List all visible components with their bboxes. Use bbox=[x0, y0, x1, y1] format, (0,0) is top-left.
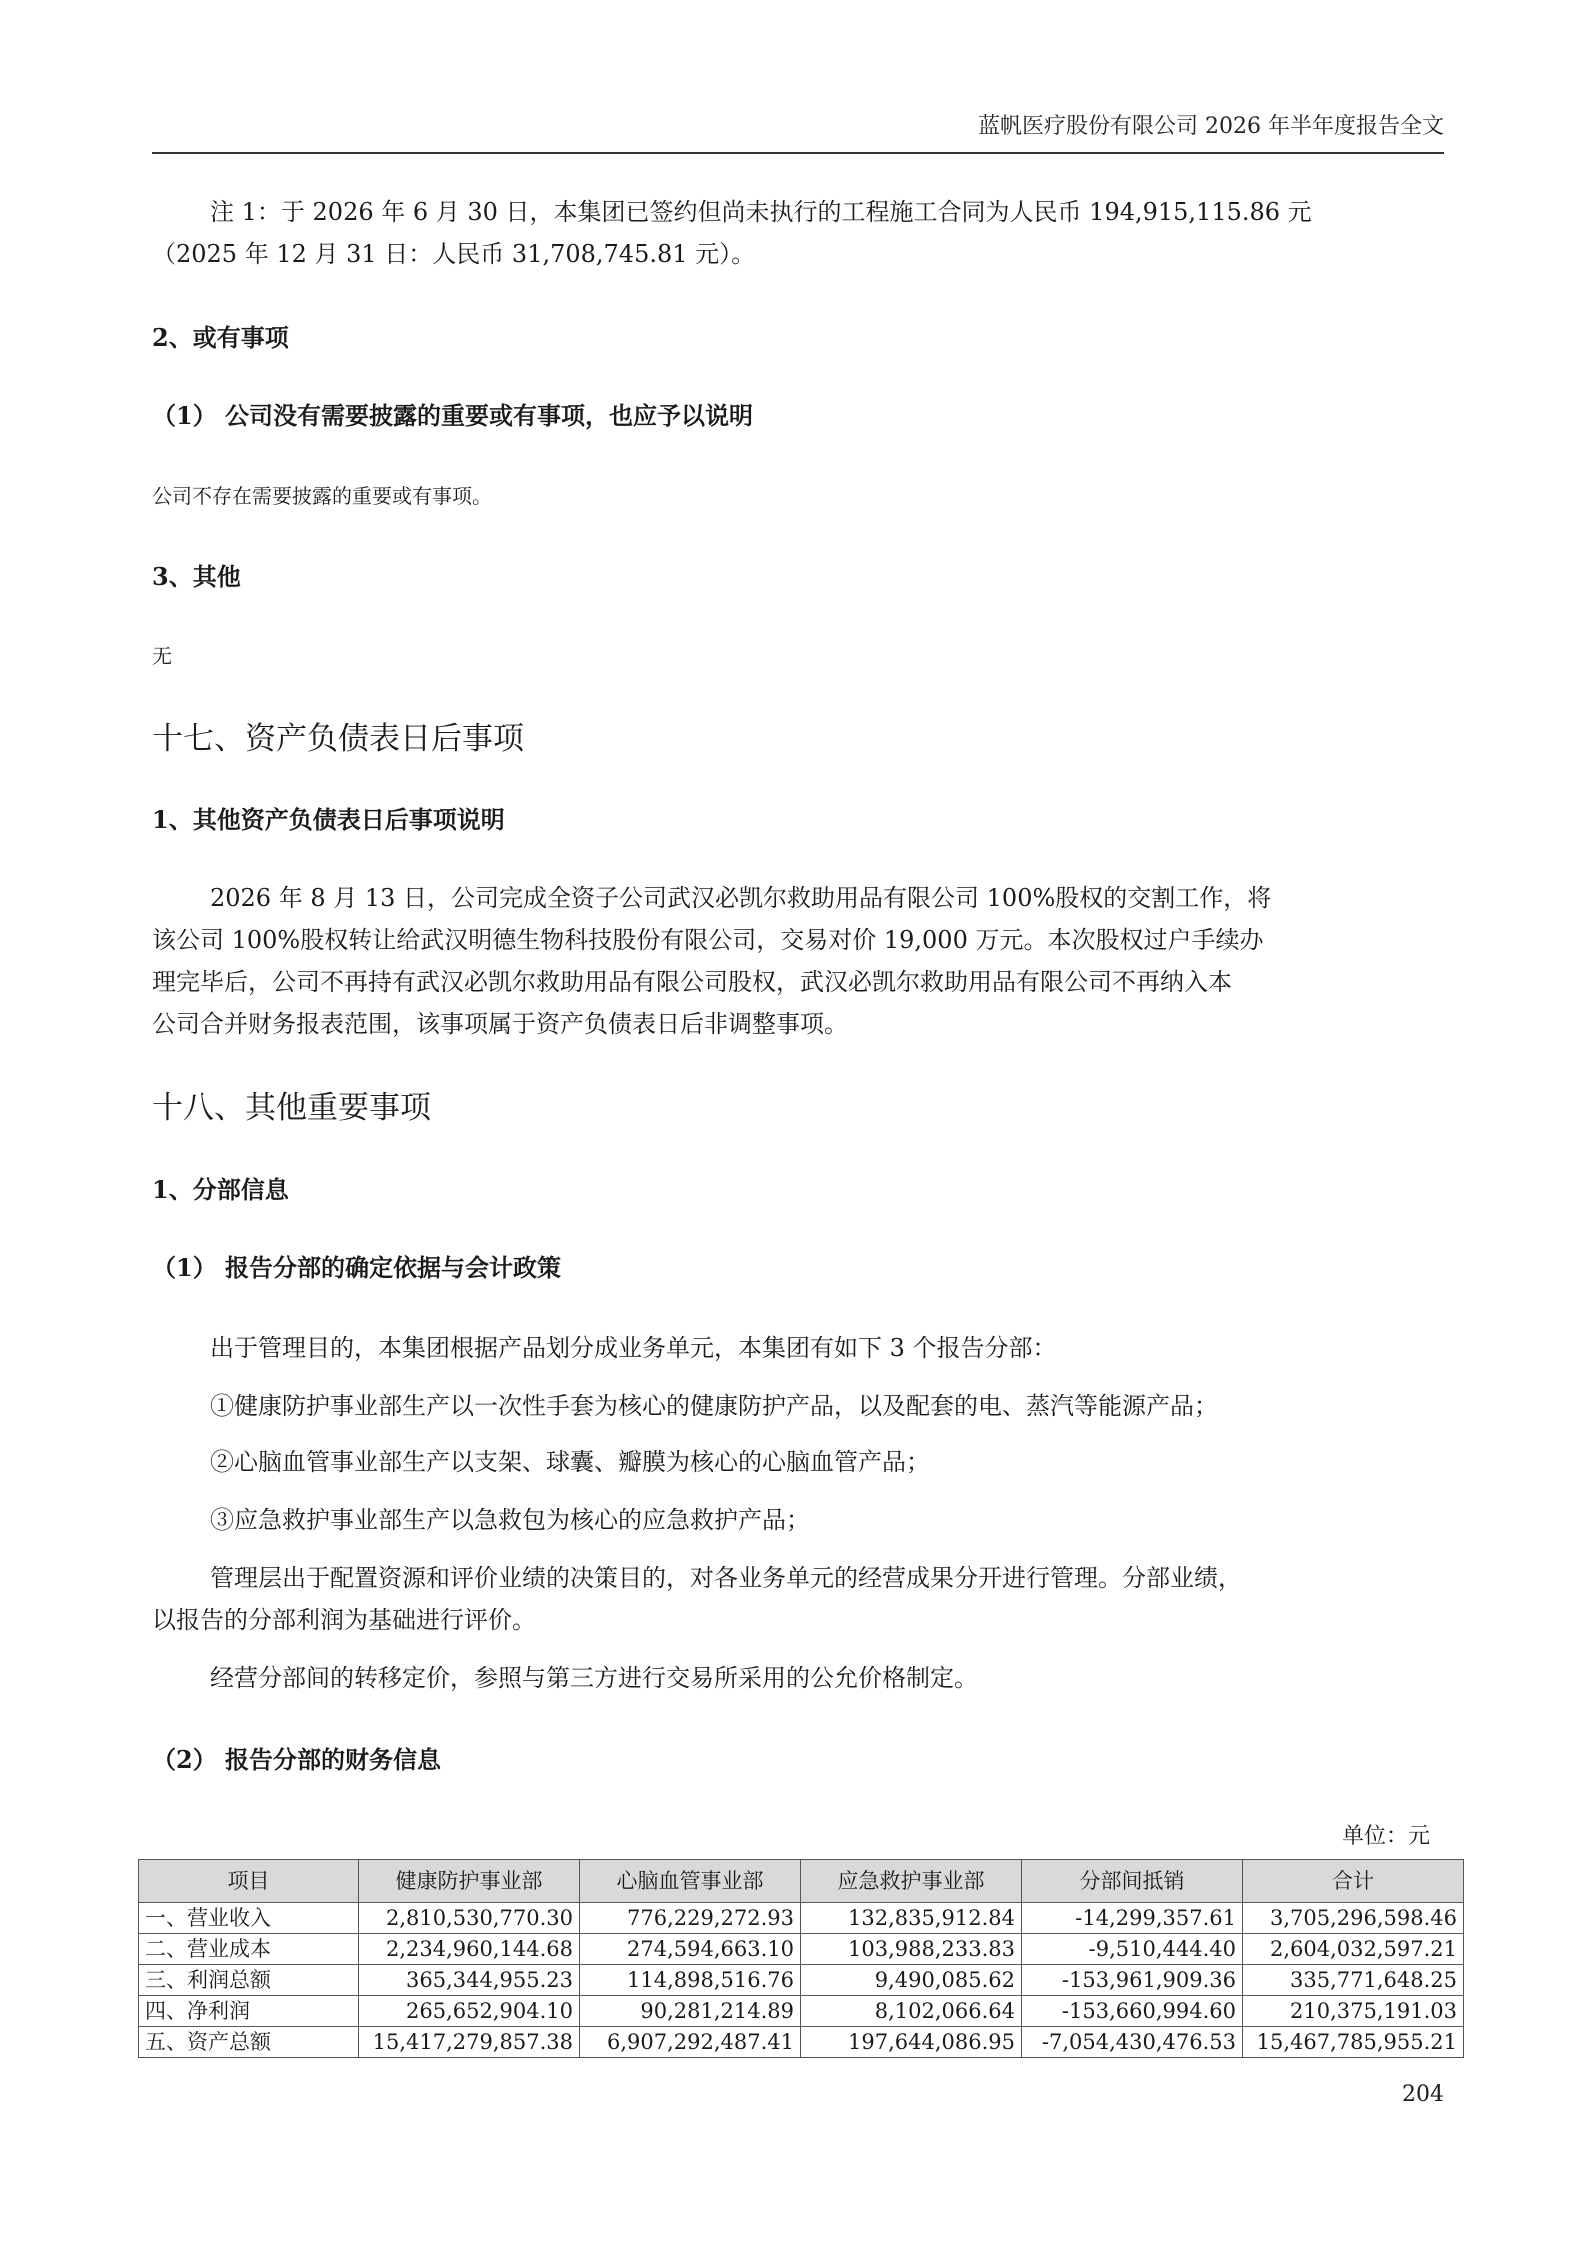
table-cell: 2,234,960,144.68 bbox=[359, 1934, 580, 1965]
segment-basis-line: 出于管理目的，本集团根据产品划分成业务单元，本集团有如下 3 个报告分部： bbox=[210, 1334, 1057, 1362]
contingencies-heading: 2、或有事项 bbox=[152, 323, 289, 352]
segment-basis-line: ②心脑血管事业部生产以支架、球囊、瓣膜为核心的心脑血管产品； bbox=[210, 1448, 930, 1476]
table-row bbox=[139, 1965, 1464, 1996]
section17-paragraph-line: 公司合并财务报表范围，该事项属于资产负债表日后非调整事项。 bbox=[152, 1010, 848, 1038]
row-label: 三、利润总额 bbox=[139, 1965, 359, 1996]
running-header: 蓝帆医疗股份有限公司 2026 年半年度报告全文 bbox=[978, 114, 1444, 139]
section18-heading: 十八、其他重要事项 bbox=[152, 1090, 431, 1126]
table-cell: 103,988,233.83 bbox=[801, 1934, 1022, 1965]
others-heading: 3、其他 bbox=[152, 562, 241, 591]
table-cell: 132,835,912.84 bbox=[801, 1903, 1022, 1934]
table-cell: 114,898,516.76 bbox=[580, 1965, 801, 1996]
row-label: 四、净利润 bbox=[139, 1996, 359, 2027]
table-cell: 197,644,086.95 bbox=[801, 2027, 1022, 2058]
table-cell: 210,375,191.03 bbox=[1243, 1996, 1464, 2027]
table-cell: -14,299,357.61 bbox=[1022, 1903, 1243, 1934]
table-cell: 6,907,292,487.41 bbox=[580, 2027, 801, 2058]
others-text: 无 bbox=[152, 644, 172, 668]
contingencies-subheading: （1） 公司没有需要披露的重要或有事项，也应予以说明 bbox=[152, 401, 754, 430]
column-header: 合计 bbox=[1243, 1860, 1464, 1903]
table-cell: -7,054,430,476.53 bbox=[1022, 2027, 1243, 2058]
segment-info-heading: 1、分部信息 bbox=[152, 1175, 289, 1204]
table-row bbox=[139, 1903, 1464, 1934]
row-label: 五、资产总额 bbox=[139, 2027, 359, 2058]
segment-financial-table bbox=[138, 1859, 1464, 2058]
table-header-row bbox=[139, 1860, 1464, 1903]
header-divider bbox=[152, 152, 1444, 154]
table-row bbox=[139, 1996, 1464, 2027]
column-header: 健康防护事业部 bbox=[359, 1860, 580, 1903]
row-label: 一、营业收入 bbox=[139, 1903, 359, 1934]
table-cell: -153,660,994.60 bbox=[1022, 1996, 1243, 2027]
management-line2: 以报告的分部利润为基础进行评价。 bbox=[152, 1606, 536, 1634]
unit-label: 单位：元 bbox=[1341, 1824, 1430, 1849]
table-row bbox=[139, 2027, 1464, 2058]
table-cell: -9,510,444.40 bbox=[1022, 1934, 1243, 1965]
row-label: 二、营业成本 bbox=[139, 1934, 359, 1965]
segment-finance-heading: （2） 报告分部的财务信息 bbox=[152, 1745, 442, 1774]
table-cell: 2,810,530,770.30 bbox=[359, 1903, 580, 1934]
segment-basis-line: ①健康防护事业部生产以一次性手套为核心的健康防护产品，以及配套的电、蒸汽等能源产品； bbox=[210, 1392, 1218, 1420]
management-line1: 管理层出于配置资源和评价业绩的决策目的，对各业务单元的经营成果分开进行管理。分部业绩， bbox=[210, 1564, 1242, 1592]
note1-line1: 注 1：于 2026 年 6 月 30 日，本集团已签约但尚未执行的工程施工合同为人民币 194,915,115.86 元 bbox=[210, 198, 1312, 226]
table-cell: 15,417,279,857.38 bbox=[359, 2027, 580, 2058]
table-cell: 335,771,648.25 bbox=[1243, 1965, 1464, 1996]
table-cell: 2,604,032,597.21 bbox=[1243, 1934, 1464, 1965]
table-cell: 9,490,085.62 bbox=[801, 1965, 1022, 1996]
section17-paragraph-line: 2026 年 8 月 13 日，公司完成全资子公司武汉必凯尔救助用品有限公司 100%股权的交割工作，将 bbox=[210, 884, 1272, 912]
table-cell: 3,705,296,598.46 bbox=[1243, 1903, 1464, 1934]
table-cell: 365,344,955.23 bbox=[359, 1965, 580, 1996]
table-cell: 15,467,785,955.21 bbox=[1243, 2027, 1464, 2058]
transfer-pricing-line: 经营分部间的转移定价，参照与第三方进行交易所采用的公允价格制定。 bbox=[210, 1664, 978, 1692]
section17-heading: 十七、资产负债表日后事项 bbox=[152, 721, 524, 757]
section17-paragraph-line: 理完毕后，公司不再持有武汉必凯尔救助用品有限公司股权，武汉必凯尔救助用品有限公司不再纳入本 bbox=[152, 968, 1232, 996]
column-header: 分部间抵销 bbox=[1022, 1860, 1243, 1903]
table-cell: 274,594,663.10 bbox=[580, 1934, 801, 1965]
segment-basis-line: ③应急救护事业部生产以急救包为核心的应急救护产品； bbox=[210, 1506, 810, 1534]
table-cell: 90,281,214.89 bbox=[580, 1996, 801, 2027]
page-number: 204 bbox=[1402, 2082, 1444, 2107]
section17-paragraph-line: 该公司 100%股权转让给武汉明德生物科技股份有限公司，交易对价 19,000 万元。本次股权过户手续办 bbox=[152, 926, 1264, 954]
section17-subheading: 1、其他资产负债表日后事项说明 bbox=[152, 805, 505, 834]
column-header: 项目 bbox=[139, 1860, 359, 1903]
note1-line2: （2025 年 12 月 31 日：人民币 31,708,745.81 元）。 bbox=[152, 240, 756, 268]
table-cell: 776,229,272.93 bbox=[580, 1903, 801, 1934]
table-cell: 8,102,066.64 bbox=[801, 1996, 1022, 2027]
column-header: 应急救护事业部 bbox=[801, 1860, 1022, 1903]
contingencies-text: 公司不存在需要披露的重要或有事项。 bbox=[152, 484, 492, 508]
table-cell: -153,961,909.36 bbox=[1022, 1965, 1243, 1996]
column-header: 心脑血管事业部 bbox=[580, 1860, 801, 1903]
table-cell: 265,652,904.10 bbox=[359, 1996, 580, 2027]
table-row bbox=[139, 1934, 1464, 1965]
segment-basis-heading: （1） 报告分部的确定依据与会计政策 bbox=[152, 1253, 562, 1282]
